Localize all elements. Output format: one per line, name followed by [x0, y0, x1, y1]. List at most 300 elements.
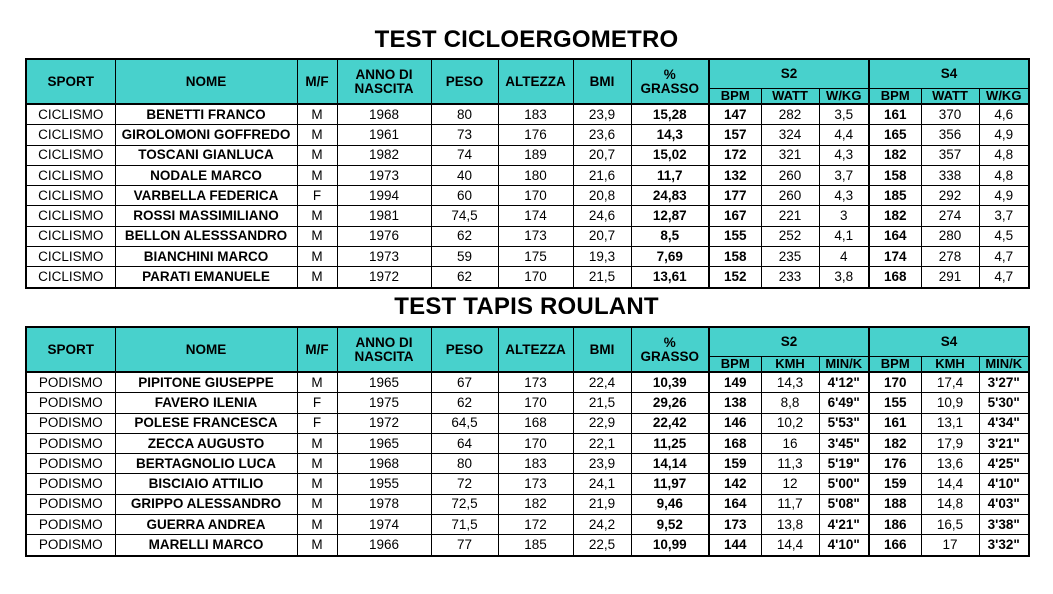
cell-grasso: 8,5 — [631, 226, 709, 246]
cell-mf: M — [297, 535, 337, 556]
cell-peso: 60 — [431, 186, 498, 206]
cell-s2-metric: 324 — [761, 125, 819, 145]
cell-anno: 1972 — [337, 413, 431, 433]
cell-anno: 1973 — [337, 247, 431, 267]
header-s4: S4 — [869, 327, 1029, 357]
cell-peso: 59 — [431, 247, 498, 267]
table-row — [26, 515, 1029, 535]
cell-altezza: 174 — [498, 206, 573, 226]
cell-sport: CICLISMO — [26, 104, 115, 125]
cell-s4-metric: 292 — [921, 186, 979, 206]
cell-s2-metric: 233 — [761, 267, 819, 288]
cell-s2-bpm: 167 — [709, 206, 761, 226]
cell-s4-metric: 10,9 — [921, 393, 979, 413]
header-s4-bpm: BPM — [869, 89, 921, 105]
cell-anno: 1974 — [337, 515, 431, 535]
cell-peso: 77 — [431, 535, 498, 556]
cell-mf: M — [297, 372, 337, 393]
cell-altezza: 176 — [498, 125, 573, 145]
cell-anno: 1981 — [337, 206, 431, 226]
header-s2-watt: WATT — [761, 89, 819, 105]
cell-s4-ratio: 4'03" — [979, 494, 1029, 514]
cell-s4-metric: 291 — [921, 267, 979, 288]
header-s2-bpm: BPM — [709, 89, 761, 105]
cell-anno: 1965 — [337, 372, 431, 393]
cell-grasso: 9,52 — [631, 515, 709, 535]
cell-s2-metric: 235 — [761, 247, 819, 267]
cell-s4-ratio: 5'30" — [979, 393, 1029, 413]
cell-peso: 74,5 — [431, 206, 498, 226]
cell-altezza: 183 — [498, 104, 573, 125]
cell-anno: 1975 — [337, 393, 431, 413]
header-s4-wkg: W/KG — [979, 89, 1029, 105]
header-s4-watt: WATT — [921, 89, 979, 105]
cell-s2-ratio: 3,5 — [819, 104, 869, 125]
cell-mf: M — [297, 515, 337, 535]
cell-s2-bpm: 158 — [709, 247, 761, 267]
cell-altezza: 170 — [498, 267, 573, 288]
cell-nome: ZECCA AUGUSTO — [115, 433, 297, 453]
cell-anno: 1955 — [337, 474, 431, 494]
cell-s2-ratio: 4'21" — [819, 515, 869, 535]
cell-mf: F — [297, 186, 337, 206]
cell-s4-metric: 280 — [921, 226, 979, 246]
cell-s4-ratio: 4,9 — [979, 186, 1029, 206]
cell-s4-bpm: 174 — [869, 247, 921, 267]
cell-sport: CICLISMO — [26, 165, 115, 185]
cell-s2-bpm: 177 — [709, 186, 761, 206]
cell-altezza: 172 — [498, 515, 573, 535]
cell-s4-ratio: 4,8 — [979, 145, 1029, 165]
cell-grasso: 12,87 — [631, 206, 709, 226]
cell-mf: F — [297, 413, 337, 433]
cell-s4-bpm: 155 — [869, 393, 921, 413]
cell-grasso: 15,02 — [631, 145, 709, 165]
cell-anno: 1976 — [337, 226, 431, 246]
table-row — [26, 104, 1029, 125]
cell-bmi: 21,5 — [573, 267, 631, 288]
cell-s2-ratio: 4,1 — [819, 226, 869, 246]
cell-altezza: 180 — [498, 165, 573, 185]
cell-s4-ratio: 4'10" — [979, 474, 1029, 494]
cell-altezza: 170 — [498, 186, 573, 206]
table-row — [26, 535, 1029, 556]
header-s2: S2 — [709, 327, 869, 357]
cell-s4-metric: 338 — [921, 165, 979, 185]
table-row — [26, 186, 1029, 206]
cell-sport: PODISMO — [26, 372, 115, 393]
cell-anno: 1968 — [337, 104, 431, 125]
cell-peso: 62 — [431, 267, 498, 288]
cell-s4-metric: 17,9 — [921, 433, 979, 453]
cell-s2-ratio: 5'53" — [819, 413, 869, 433]
cell-s4-ratio: 4'25" — [979, 454, 1029, 474]
cell-peso: 72,5 — [431, 494, 498, 514]
cell-s2-bpm: 164 — [709, 494, 761, 514]
header-s2-wkg: W/KG — [819, 89, 869, 105]
table-row — [26, 372, 1029, 393]
header-bmi: BMI — [573, 59, 631, 104]
cell-altezza: 173 — [498, 226, 573, 246]
cell-mf: M — [297, 125, 337, 145]
table-row — [26, 125, 1029, 145]
cell-s4-bpm: 159 — [869, 474, 921, 494]
cell-bmi: 24,6 — [573, 206, 631, 226]
cell-s4-metric: 17,4 — [921, 372, 979, 393]
header-nome: NOME — [115, 59, 297, 104]
cell-s2-bpm: 157 — [709, 125, 761, 145]
cell-bmi: 22,4 — [573, 372, 631, 393]
cell-bmi: 20,8 — [573, 186, 631, 206]
header-sport: SPORT — [26, 327, 115, 372]
cell-grasso: 9,46 — [631, 494, 709, 514]
cell-sport: PODISMO — [26, 494, 115, 514]
table-row — [26, 267, 1029, 288]
cell-s2-metric: 11,3 — [761, 454, 819, 474]
cell-grasso: 14,14 — [631, 454, 709, 474]
cell-s2-ratio: 4,3 — [819, 186, 869, 206]
table-row — [26, 433, 1029, 453]
cell-s4-ratio: 3'38" — [979, 515, 1029, 535]
cell-grasso: 10,39 — [631, 372, 709, 393]
cell-s2-metric: 11,7 — [761, 494, 819, 514]
cell-bmi: 21,9 — [573, 494, 631, 514]
cell-anno: 1973 — [337, 165, 431, 185]
cell-s2-ratio: 6'49" — [819, 393, 869, 413]
cell-s4-bpm: 182 — [869, 206, 921, 226]
cell-s2-ratio: 3,8 — [819, 267, 869, 288]
cell-sport: PODISMO — [26, 413, 115, 433]
header-s2: S2 — [709, 59, 869, 89]
cell-sport: PODISMO — [26, 515, 115, 535]
cell-bmi: 20,7 — [573, 226, 631, 246]
cell-anno: 1961 — [337, 125, 431, 145]
cell-nome: GUERRA ANDREA — [115, 515, 297, 535]
cell-altezza: 168 — [498, 413, 573, 433]
cell-mf: M — [297, 433, 337, 453]
cell-s2-ratio: 5'00" — [819, 474, 869, 494]
cycling-test-title: TEST CICLOERGOMETRO — [374, 26, 679, 53]
cell-mf: M — [297, 474, 337, 494]
cell-sport: CICLISMO — [26, 267, 115, 288]
cell-bmi: 24,1 — [573, 474, 631, 494]
cell-s4-bpm: 185 — [869, 186, 921, 206]
cell-s4-bpm: 164 — [869, 226, 921, 246]
cell-nome: ROSSI MASSIMILIANO — [115, 206, 297, 226]
cell-s2-metric: 8,8 — [761, 393, 819, 413]
cell-s2-ratio: 4,3 — [819, 145, 869, 165]
header-anno: ANNO DI NASCITA — [337, 327, 431, 372]
cell-s4-bpm: 188 — [869, 494, 921, 514]
cell-peso: 74 — [431, 145, 498, 165]
cell-sport: PODISMO — [26, 433, 115, 453]
cell-bmi: 23,9 — [573, 104, 631, 125]
cell-sport: CICLISMO — [26, 125, 115, 145]
cell-peso: 64 — [431, 433, 498, 453]
header-anno: ANNO DI NASCITA — [337, 59, 431, 104]
cell-altezza: 189 — [498, 145, 573, 165]
cell-sport: CICLISMO — [26, 186, 115, 206]
cell-s2-metric: 13,8 — [761, 515, 819, 535]
cell-s4-ratio: 4,7 — [979, 247, 1029, 267]
treadmill-test-title: TEST TAPIS ROULANT — [394, 293, 659, 320]
cell-peso: 62 — [431, 393, 498, 413]
cell-bmi: 22,1 — [573, 433, 631, 453]
cell-altezza: 175 — [498, 247, 573, 267]
cell-nome: VARBELLA FEDERICA — [115, 186, 297, 206]
cell-grasso: 14,3 — [631, 125, 709, 145]
cell-grasso: 24,83 — [631, 186, 709, 206]
cell-s2-bpm: 149 — [709, 372, 761, 393]
cell-s4-ratio: 3'21" — [979, 433, 1029, 453]
table-row — [26, 413, 1029, 433]
cell-s4-bpm: 182 — [869, 145, 921, 165]
header-grasso: % GRASSO — [631, 327, 709, 372]
cell-sport: CICLISMO — [26, 226, 115, 246]
cell-grasso: 11,25 — [631, 433, 709, 453]
cell-nome: TOSCANI GIANLUCA — [115, 145, 297, 165]
cell-s2-ratio: 5'19" — [819, 454, 869, 474]
cell-s2-bpm: 155 — [709, 226, 761, 246]
cell-peso: 62 — [431, 226, 498, 246]
cell-s4-ratio: 3'32" — [979, 535, 1029, 556]
header-s4-kmh: KMH — [921, 357, 979, 373]
cell-peso: 80 — [431, 104, 498, 125]
cell-altezza: 185 — [498, 535, 573, 556]
header-mf: M/F — [297, 327, 337, 372]
cell-peso: 67 — [431, 372, 498, 393]
cell-s2-metric: 282 — [761, 104, 819, 125]
cell-mf: F — [297, 393, 337, 413]
cell-mf: M — [297, 454, 337, 474]
cell-s2-metric: 10,2 — [761, 413, 819, 433]
cell-nome: BELLON ALESSSANDRO — [115, 226, 297, 246]
cell-mf: M — [297, 165, 337, 185]
cell-anno: 1965 — [337, 433, 431, 453]
header-peso: PESO — [431, 327, 498, 372]
table-row — [26, 165, 1029, 185]
cell-s2-ratio: 4 — [819, 247, 869, 267]
cell-grasso: 7,69 — [631, 247, 709, 267]
cell-s2-bpm: 152 — [709, 267, 761, 288]
cell-s4-bpm: 161 — [869, 413, 921, 433]
cell-sport: PODISMO — [26, 474, 115, 494]
cell-s2-metric: 221 — [761, 206, 819, 226]
cell-nome: BISCIAIO ATTILIO — [115, 474, 297, 494]
cell-s2-bpm: 138 — [709, 393, 761, 413]
cell-s2-metric: 14,3 — [761, 372, 819, 393]
header-nome: NOME — [115, 327, 297, 372]
cell-altezza: 170 — [498, 393, 573, 413]
table-row — [26, 226, 1029, 246]
cell-s2-bpm: 144 — [709, 535, 761, 556]
cell-s4-bpm: 166 — [869, 535, 921, 556]
cell-s4-bpm: 165 — [869, 125, 921, 145]
cell-grasso: 13,61 — [631, 267, 709, 288]
cell-sport: CICLISMO — [26, 145, 115, 165]
cell-s4-metric: 13,1 — [921, 413, 979, 433]
cell-nome: PARATI EMANUELE — [115, 267, 297, 288]
cell-s4-bpm: 186 — [869, 515, 921, 535]
table-row — [26, 145, 1029, 165]
cell-s4-metric: 13,6 — [921, 454, 979, 474]
treadmill-test-table — [25, 326, 1030, 557]
cell-s2-metric: 321 — [761, 145, 819, 165]
cell-s2-ratio: 3'45" — [819, 433, 869, 453]
header-bmi: BMI — [573, 327, 631, 372]
cell-s2-bpm: 142 — [709, 474, 761, 494]
cell-nome: BERTAGNOLIO LUCA — [115, 454, 297, 474]
cell-s4-ratio: 4,7 — [979, 267, 1029, 288]
cell-s2-metric: 14,4 — [761, 535, 819, 556]
cell-s4-bpm: 176 — [869, 454, 921, 474]
cell-s2-bpm: 146 — [709, 413, 761, 433]
cell-bmi: 22,9 — [573, 413, 631, 433]
table-row — [26, 474, 1029, 494]
cell-mf: M — [297, 494, 337, 514]
cell-peso: 40 — [431, 165, 498, 185]
cell-anno: 1994 — [337, 186, 431, 206]
cell-nome: PIPITONE GIUSEPPE — [115, 372, 297, 393]
header-s4: S4 — [869, 59, 1029, 89]
table-row — [26, 494, 1029, 514]
header-s4-mink: MIN/K — [979, 357, 1029, 373]
cell-s4-ratio: 4,5 — [979, 226, 1029, 246]
cell-sport: PODISMO — [26, 535, 115, 556]
cell-sport: PODISMO — [26, 393, 115, 413]
cell-s4-metric: 356 — [921, 125, 979, 145]
cell-anno: 1978 — [337, 494, 431, 514]
cell-s2-bpm: 147 — [709, 104, 761, 125]
cell-peso: 73 — [431, 125, 498, 145]
cell-s4-metric: 16,5 — [921, 515, 979, 535]
cell-nome: NODALE MARCO — [115, 165, 297, 185]
cell-nome: BIANCHINI MARCO — [115, 247, 297, 267]
cell-grasso: 10,99 — [631, 535, 709, 556]
cell-grasso: 29,26 — [631, 393, 709, 413]
cell-s4-metric: 14,8 — [921, 494, 979, 514]
cell-peso: 64,5 — [431, 413, 498, 433]
cell-altezza: 182 — [498, 494, 573, 514]
cell-nome: GRIPPO ALESSANDRO — [115, 494, 297, 514]
cell-anno: 1982 — [337, 145, 431, 165]
cell-s4-metric: 278 — [921, 247, 979, 267]
cell-mf: M — [297, 206, 337, 226]
cell-bmi: 23,6 — [573, 125, 631, 145]
header-peso: PESO — [431, 59, 498, 104]
cell-s2-metric: 260 — [761, 165, 819, 185]
cell-mf: M — [297, 145, 337, 165]
header-s2-mink: MIN/K — [819, 357, 869, 373]
cell-sport: CICLISMO — [26, 206, 115, 226]
cell-grasso: 11,7 — [631, 165, 709, 185]
cell-bmi: 21,5 — [573, 393, 631, 413]
table-row — [26, 393, 1029, 413]
cell-grasso: 15,28 — [631, 104, 709, 125]
cell-anno: 1968 — [337, 454, 431, 474]
cell-anno: 1966 — [337, 535, 431, 556]
cell-s2-metric: 252 — [761, 226, 819, 246]
cell-s4-bpm: 168 — [869, 267, 921, 288]
cell-s4-bpm: 182 — [869, 433, 921, 453]
cell-bmi: 24,2 — [573, 515, 631, 535]
header-altezza: ALTEZZA — [498, 327, 573, 372]
cell-s4-ratio: 3,7 — [979, 206, 1029, 226]
cell-grasso: 11,97 — [631, 474, 709, 494]
cell-grasso: 22,42 — [631, 413, 709, 433]
cell-s2-ratio: 3 — [819, 206, 869, 226]
cell-bmi: 21,6 — [573, 165, 631, 185]
cell-nome: FAVERO ILENIA — [115, 393, 297, 413]
header-mf: M/F — [297, 59, 337, 104]
cell-bmi: 22,5 — [573, 535, 631, 556]
cell-s2-bpm: 168 — [709, 433, 761, 453]
header-grasso: % GRASSO — [631, 59, 709, 104]
cell-mf: M — [297, 267, 337, 288]
cell-s4-ratio: 4,6 — [979, 104, 1029, 125]
cell-s2-bpm: 132 — [709, 165, 761, 185]
cell-s2-metric: 260 — [761, 186, 819, 206]
cell-s4-bpm: 161 — [869, 104, 921, 125]
table-row — [26, 247, 1029, 267]
cell-altezza: 173 — [498, 474, 573, 494]
cell-s2-ratio: 4,4 — [819, 125, 869, 145]
cell-s4-metric: 14,4 — [921, 474, 979, 494]
header-s4-bpm: BPM — [869, 357, 921, 373]
cell-nome: MARELLI MARCO — [115, 535, 297, 556]
cell-s4-ratio: 4,9 — [979, 125, 1029, 145]
cell-sport: CICLISMO — [26, 247, 115, 267]
cell-mf: M — [297, 104, 337, 125]
cell-s2-metric: 16 — [761, 433, 819, 453]
cell-s4-ratio: 4,8 — [979, 165, 1029, 185]
cell-s2-metric: 12 — [761, 474, 819, 494]
cycling-test-table — [25, 58, 1030, 289]
cell-s4-metric: 17 — [921, 535, 979, 556]
cell-s2-bpm: 173 — [709, 515, 761, 535]
table-row — [26, 454, 1029, 474]
cell-mf: M — [297, 247, 337, 267]
cell-mf: M — [297, 226, 337, 246]
cell-s2-ratio: 5'08" — [819, 494, 869, 514]
cell-peso: 72 — [431, 474, 498, 494]
cell-s4-bpm: 158 — [869, 165, 921, 185]
cell-nome: POLESE FRANCESCA — [115, 413, 297, 433]
cell-s4-bpm: 170 — [869, 372, 921, 393]
cell-bmi: 20,7 — [573, 145, 631, 165]
cell-s2-bpm: 159 — [709, 454, 761, 474]
cell-sport: PODISMO — [26, 454, 115, 474]
cell-s2-ratio: 4'12" — [819, 372, 869, 393]
header-altezza: ALTEZZA — [498, 59, 573, 104]
cell-anno: 1972 — [337, 267, 431, 288]
cell-s4-metric: 274 — [921, 206, 979, 226]
cell-nome: GIROLOMONI GOFFREDO — [115, 125, 297, 145]
cell-peso: 80 — [431, 454, 498, 474]
header-s2-kmh: KMH — [761, 357, 819, 373]
cell-bmi: 23,9 — [573, 454, 631, 474]
cell-bmi: 19,3 — [573, 247, 631, 267]
table-row — [26, 206, 1029, 226]
cell-s4-ratio: 4'34" — [979, 413, 1029, 433]
cell-s2-ratio: 3,7 — [819, 165, 869, 185]
cell-altezza: 173 — [498, 372, 573, 393]
cell-s2-bpm: 172 — [709, 145, 761, 165]
header-sport: SPORT — [26, 59, 115, 104]
cell-s4-metric: 357 — [921, 145, 979, 165]
cell-altezza: 183 — [498, 454, 573, 474]
cell-s4-ratio: 3'27" — [979, 372, 1029, 393]
